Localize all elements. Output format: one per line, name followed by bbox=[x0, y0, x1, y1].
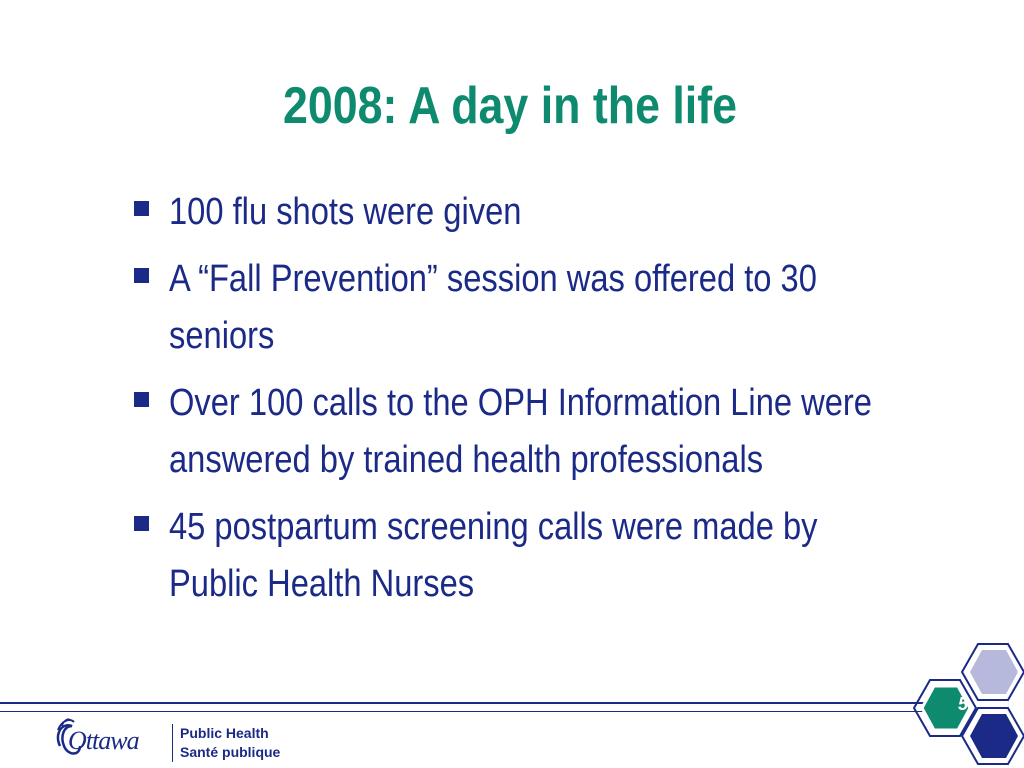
bullet-item bbox=[131, 184, 891, 241]
logo-divider bbox=[172, 724, 173, 762]
footer-rule bbox=[0, 702, 940, 704]
square-bullet-icon bbox=[134, 268, 149, 283]
bullet-list bbox=[131, 184, 891, 623]
square-bullet-icon bbox=[134, 516, 149, 531]
footer-rule-thin bbox=[0, 711, 940, 712]
bullet-text: 45 postpartum screening calls were made by Public Health Nurses bbox=[169, 506, 818, 605]
ottawa-wordmark: Ottawa bbox=[68, 726, 139, 755]
bullet-item bbox=[131, 251, 891, 365]
square-bullet-icon bbox=[134, 392, 149, 407]
org-name-french: Santé publique bbox=[180, 744, 281, 760]
bullet-item bbox=[131, 375, 891, 489]
bullet-text: A “Fall Prevention” session was offered to 30 seniors bbox=[169, 258, 817, 357]
bullet-text: 100 flu shots were given bbox=[169, 191, 522, 233]
org-name-english: Public Health bbox=[180, 725, 269, 741]
page-number: 5 bbox=[957, 694, 968, 714]
square-bullet-icon bbox=[134, 201, 149, 216]
bullet-item bbox=[131, 499, 891, 613]
bullet-text: Over 100 calls to the OPH Information Line were answered by trained health professionals bbox=[169, 382, 872, 481]
slide-title: 2008: A day in the life bbox=[283, 77, 737, 135]
